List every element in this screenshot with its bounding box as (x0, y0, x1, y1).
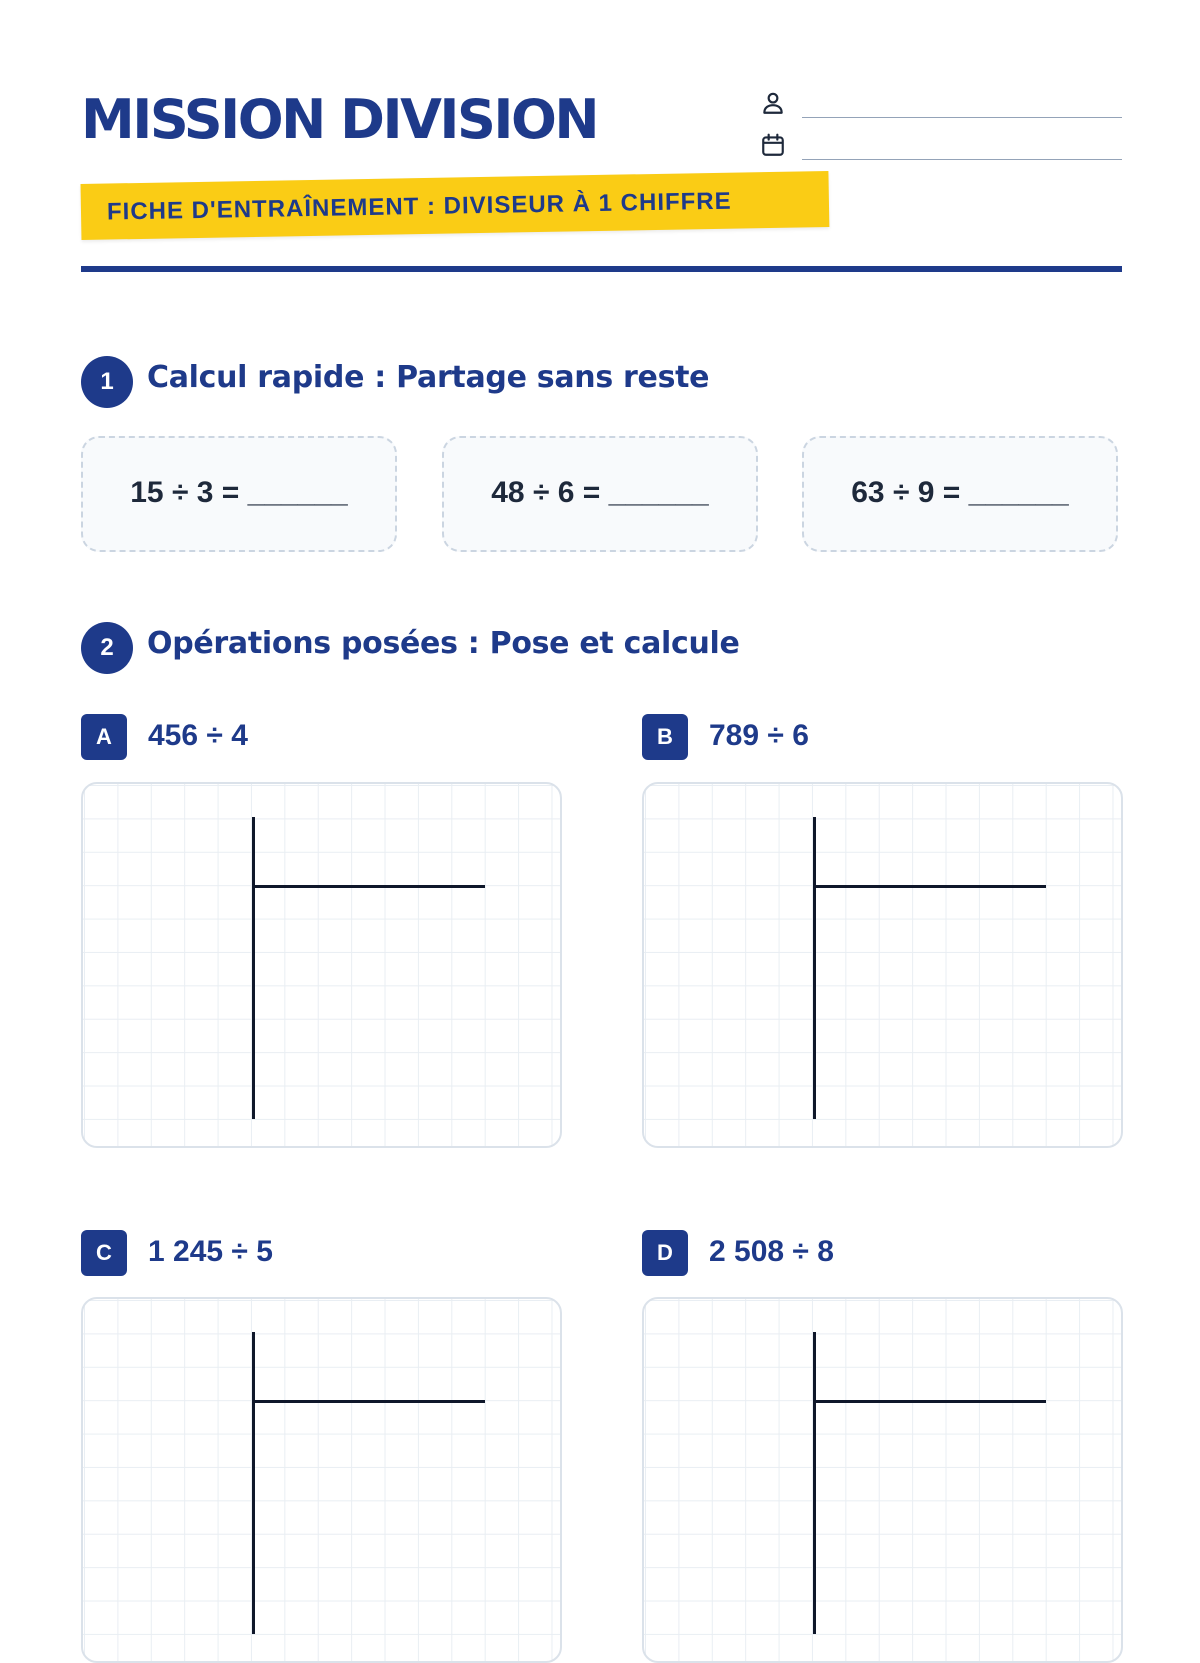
name-line (802, 117, 1122, 118)
problem-d-expression: 2 508 ÷ 8 (709, 1235, 834, 1268)
division-bracket-horizontal (813, 885, 1046, 888)
section-2-heading (81, 622, 1121, 674)
quick-question-2[interactable]: 48 ÷ 6 = ______ (442, 436, 758, 552)
subtitle-text: FICHE D'ENTRAÎNEMENT : DIVISEUR À 1 CHIFFRE (106, 187, 732, 226)
page-title: MISSION DIVISION (81, 88, 598, 151)
problem-c-expression: 1 245 ÷ 5 (148, 1235, 273, 1268)
problem-c-heading (81, 1230, 481, 1276)
problem-d-work-area[interactable] (642, 1297, 1123, 1663)
problem-d-badge: D (642, 1230, 688, 1276)
problem-b-heading (642, 714, 1042, 760)
division-bracket-horizontal (252, 885, 485, 888)
problem-a-expression: 456 ÷ 4 (148, 719, 248, 752)
problem-b-badge: B (642, 714, 688, 760)
section-1-heading (81, 356, 1121, 408)
section-1-number: 1 (81, 356, 133, 408)
division-bracket-horizontal (813, 1400, 1046, 1403)
problem-c-work-area[interactable] (81, 1297, 562, 1663)
quick-question-3[interactable]: 63 ÷ 9 = ______ (802, 436, 1118, 552)
problem-b-work-area[interactable] (642, 782, 1123, 1148)
date-line (802, 159, 1122, 160)
problem-a-badge: A (81, 714, 127, 760)
section-1-title: Calcul rapide : Partage sans reste (147, 360, 710, 395)
division-bracket-vertical (813, 1332, 816, 1634)
user-icon (760, 90, 786, 116)
problem-d-heading (642, 1230, 1042, 1276)
division-bracket-horizontal (252, 1400, 485, 1403)
problem-a-work-area[interactable] (81, 782, 562, 1148)
subtitle-banner (81, 171, 830, 240)
header-divider (81, 266, 1122, 272)
calendar-icon (760, 132, 786, 158)
section-2-number: 2 (81, 622, 133, 674)
quick-question-1[interactable]: 15 ÷ 3 = ______ (81, 436, 397, 552)
division-bracket-vertical (252, 1332, 255, 1634)
division-bracket-vertical (813, 817, 816, 1119)
section-2-title: Opérations posées : Pose et calcule (147, 626, 740, 661)
division-bracket-vertical (252, 817, 255, 1119)
problem-b-expression: 789 ÷ 6 (709, 719, 809, 752)
problem-a-heading (81, 714, 481, 760)
problem-c-badge: C (81, 1230, 127, 1276)
name-field[interactable] (760, 84, 1122, 118)
date-field[interactable] (760, 126, 1122, 160)
